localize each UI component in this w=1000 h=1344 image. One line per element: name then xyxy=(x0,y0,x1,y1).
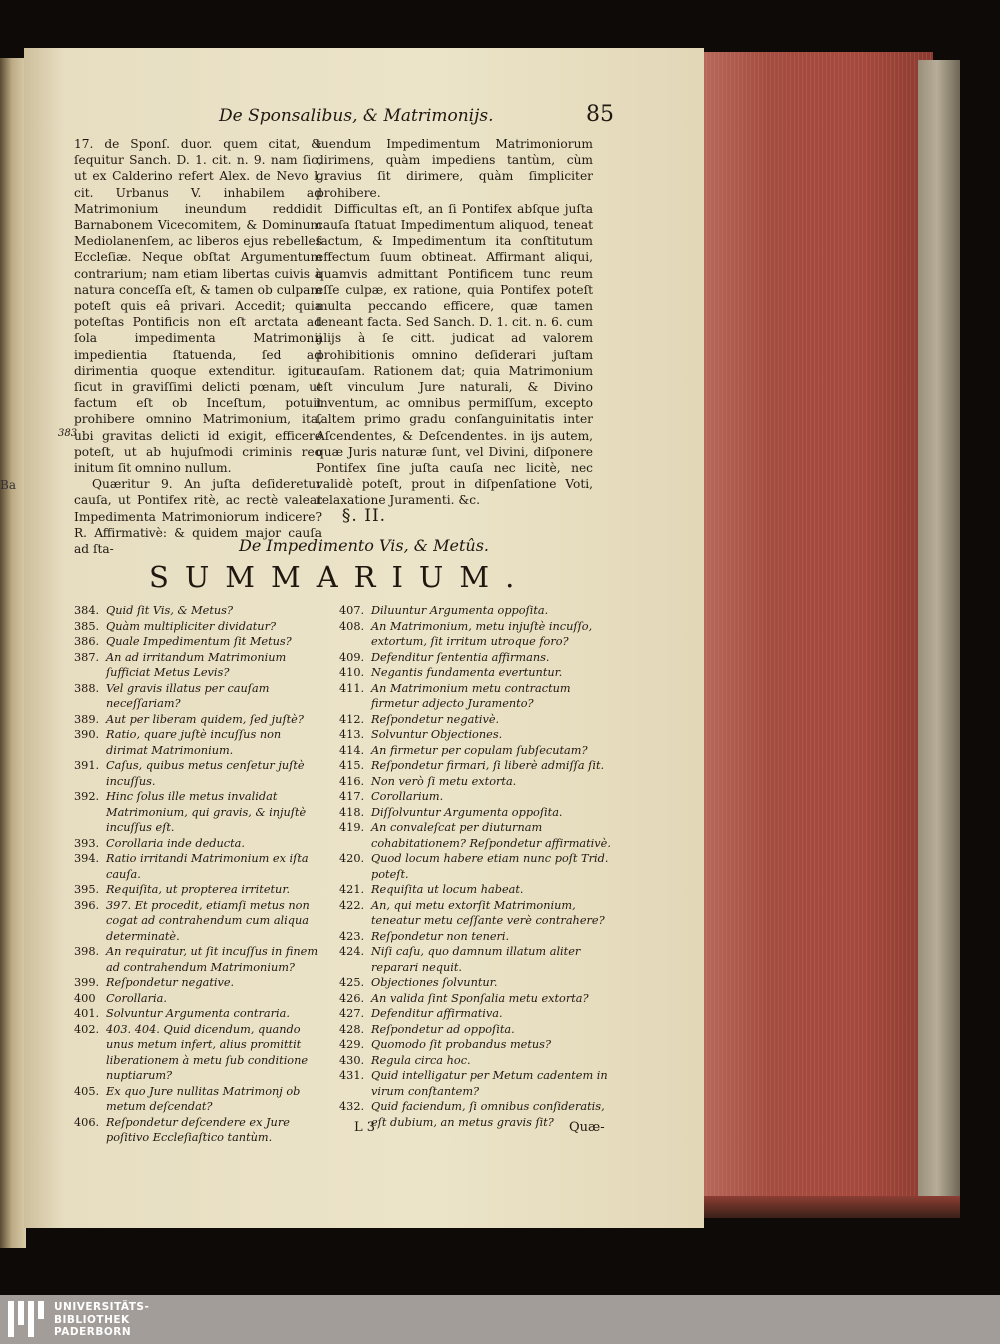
summary-item-text: 403. 404. Quid dicendum, quando unus metum infert, alius promittit liberationem à metu ſub conditione nuptiarum? xyxy=(106,1022,309,1082)
summary-item xyxy=(339,944,621,975)
summary-item-text: Quid intelligatur per Metum cadentem in virum conſtantem? xyxy=(371,1069,608,1098)
summary-item-number: 406. xyxy=(74,1115,100,1129)
summary-item-text: Reſpondetur non teneri. xyxy=(371,929,510,943)
summary-item-text: Ratio, quare juſtè incuſſus non dirimat Matrimonium. xyxy=(106,728,282,757)
summary-item-number: 400 xyxy=(74,991,96,1005)
summary-item xyxy=(74,634,326,650)
summary-item-text: Non verò ſi metu extorta. xyxy=(371,774,517,788)
book-cover-edge xyxy=(918,60,960,1210)
summary-item-text: Requiſita, ut propterea irritetur. xyxy=(106,883,291,896)
summary-item xyxy=(339,743,621,759)
summary-item-text: Aut per liberam quidem, ſed juſtè? xyxy=(106,712,304,726)
summary-item xyxy=(74,727,326,758)
summary-item xyxy=(74,1006,326,1022)
left-page-edge xyxy=(0,58,26,1248)
summary-item-text: Ratio irritandi Matrimonium ex iſta cauſa. xyxy=(106,852,309,881)
summary-item-number: 430. xyxy=(339,1053,365,1067)
summary-item xyxy=(74,1115,326,1146)
summary-item-number: 408. xyxy=(339,619,365,633)
body-column-right xyxy=(316,136,593,509)
summary-item-number: 394. xyxy=(74,852,100,865)
summary-item xyxy=(339,805,621,821)
summary-item-text: Defenditur ſententia affirmans. xyxy=(371,650,550,664)
library-name-line3: PADERBORN xyxy=(54,1326,132,1338)
summary-item-text: Quid ſit Vis, & Metus? xyxy=(106,604,234,617)
summary-item xyxy=(339,774,621,790)
summary-item-number: 385. xyxy=(74,619,100,633)
summary-item-text: 397. Et procedit, etiamſi metus non cogat ad contrahendum cum aliqua determinatè. xyxy=(106,898,310,943)
summary-item xyxy=(74,1084,326,1115)
summary-item-number: 407. xyxy=(339,604,365,617)
summary-item-number: 398. xyxy=(74,945,100,958)
summary-item xyxy=(339,650,621,666)
summary-item xyxy=(74,758,326,789)
summary-item-number: 414. xyxy=(339,743,365,757)
summary-item xyxy=(339,727,621,743)
summary-item-text: Quale Impedimentum ſit Metus? xyxy=(106,635,292,648)
summary-item-text: Quàm multipliciter dividatur? xyxy=(106,619,277,633)
summary-item-number: 384. xyxy=(74,604,100,617)
summary-item-number: 422. xyxy=(339,898,365,912)
summary-item-text: Requiſita ut locum habeat. xyxy=(371,883,524,896)
summary-item-text: An convaleſcat per diuturnam cohabitationem? Reſpondetur affirmativè. xyxy=(371,821,611,850)
summary-item-number: 415. xyxy=(339,759,365,772)
summary-item xyxy=(74,1022,326,1084)
left-page-fragment: Ba xyxy=(0,478,16,492)
summary-item-text: Diſſolvuntur Argumenta oppoſita. xyxy=(371,805,563,819)
summary-item xyxy=(339,1037,621,1053)
summary-item xyxy=(74,851,326,882)
summary-item-text: Reſpondetur negative. xyxy=(106,976,235,989)
summary-item-text: An requiratur, ut ſit incuſſus in finem ad contrahendum Matrimonium? xyxy=(106,945,319,974)
summary-item xyxy=(74,991,326,1007)
summary-item-text: Ex quo Jure nullitas Matrimonj ob metum deſcendat? xyxy=(106,1084,301,1113)
summary-item-text: Corollarium. xyxy=(371,790,444,803)
summary-item-text: Niſi caſu, quo damnum illatum aliter reparari nequit. xyxy=(371,945,581,974)
summary-item-number: 428. xyxy=(339,1022,365,1036)
summary-item-text: An firmetur per copulam ſubſecutam? xyxy=(371,743,588,757)
summary-item xyxy=(74,975,326,991)
summarium-heading: SUMMARIUM. xyxy=(149,560,531,594)
summary-item xyxy=(339,1068,621,1099)
summary-item-number: 417. xyxy=(339,790,365,803)
summary-item xyxy=(74,898,326,945)
summary-item-text: Regula circa hoc. xyxy=(371,1053,471,1067)
summary-item xyxy=(74,836,326,852)
red-fore-edge xyxy=(698,52,933,1210)
summary-item-number: 395. xyxy=(74,883,100,896)
summary-item-number: 388. xyxy=(74,681,100,695)
summary-item-number: 416. xyxy=(339,774,365,788)
summary-item xyxy=(339,603,621,619)
summary-item xyxy=(74,712,326,728)
summary-item-number: 409. xyxy=(339,650,365,664)
summary-item-number: 429. xyxy=(339,1038,365,1051)
summary-item-number: 392. xyxy=(74,790,100,803)
summary-item xyxy=(339,851,621,882)
summary-item xyxy=(74,944,326,975)
summary-item-text: Diluuntur Argumenta oppoſita. xyxy=(371,604,549,617)
summary-item xyxy=(339,882,621,898)
summary-item-number: 425. xyxy=(339,976,365,989)
book-page xyxy=(24,48,704,1228)
summary-item xyxy=(339,1006,621,1022)
summary-item-text: Reſpondetur firmari, ſi liberè admiſſa ſit. xyxy=(371,759,605,772)
summary-item-number: 423. xyxy=(339,929,365,943)
summary-item-number: 386. xyxy=(74,635,100,648)
summary-item-number: 405. xyxy=(74,1084,100,1098)
summary-item-text: Quid faciendum, ſi omnibus conſideratis, eſt dubium, an metus gravis ſit? xyxy=(371,1100,605,1129)
section-mark: §. II. xyxy=(341,506,387,526)
summary-item xyxy=(74,789,326,836)
summary-item xyxy=(74,681,326,712)
library-logo-icon xyxy=(6,1299,46,1339)
summary-item-text: Solvuntur Objectiones. xyxy=(371,728,503,741)
summary-item-text: Quod locum habere etiam nunc poſt Trid. poteſt. xyxy=(371,852,609,881)
summary-item-number: 399. xyxy=(74,976,100,989)
summary-item-number: 393. xyxy=(74,836,100,850)
summary-item-number: 413. xyxy=(339,728,365,741)
summary-item xyxy=(339,758,621,774)
summary-item xyxy=(339,820,621,851)
summary-item-number: 412. xyxy=(339,712,365,726)
summary-item-number: 424. xyxy=(339,945,365,958)
signature-mark: L 3 xyxy=(354,1120,376,1135)
summary-item xyxy=(339,712,621,728)
summary-item-number: 401. xyxy=(74,1007,100,1020)
summary-item-text: Vel gravis illatus per cauſam neceſſariam? xyxy=(106,681,270,710)
summary-item-number: 431. xyxy=(339,1069,365,1082)
summary-item-text: An Matrimonium metu contractum firmetur adjecto Juramento? xyxy=(371,681,571,710)
summary-item-text: Objectiones ſolvuntur. xyxy=(371,976,498,989)
summary-item-text: Reſpondetur negativè. xyxy=(371,712,500,726)
summary-item-number: 410. xyxy=(339,666,365,679)
summary-item-number: 390. xyxy=(74,728,100,741)
summary-item-number: 411. xyxy=(339,681,365,695)
body-column-left xyxy=(74,136,322,557)
summary-item-number: 396. xyxy=(74,898,100,912)
summary-item-text: An Matrimonium, metu injuſtè incuſſo, extortum, ſit irritum utroque foro? xyxy=(371,619,593,648)
summary-item-text: Reſpondetur deſcendere ex Jure poſitivo Eccleſiaſtico tantùm. xyxy=(106,1115,290,1144)
summary-item-number: 432. xyxy=(339,1100,365,1113)
summary-item xyxy=(74,619,326,635)
section-title: De Impedimento Vis, & Metûs. xyxy=(238,536,490,555)
page-number: 85 xyxy=(586,102,614,127)
summary-item-text: Corollaria inde deducta. xyxy=(106,836,245,850)
summary-item xyxy=(339,665,621,681)
summary-item-text: Caſus, quibus metus cenſetur juſtè incuſſus. xyxy=(106,759,305,788)
summary-item xyxy=(74,650,326,681)
summary-item-text: An, qui metu extorſit Matrimonium, teneatur metu ceſſante verè contrahere? xyxy=(371,898,605,927)
summary-item-number: 387. xyxy=(74,650,100,664)
summary-item xyxy=(339,1053,621,1069)
summary-item-text: Corollaria. xyxy=(106,991,167,1005)
paragraph: Difficultas eſt, an ſi Pontifex abſque juſta cauſa ſtatuat Impedimentum aliquod, teneat factum, & Impedimentum ita conſtitutum effectum ſuum obtineat. Affirmant aliqui, quamvis admittant Pontificem tunc reum eſſe culpæ, ex ratione, quia Pontifex poteſt multa peccando efficere, quæ tamen teneant facta. Sed Sanch. D. 1. cit. n. 6. cum alijs à ſe citt. judicat ad valorem prohibitionis omnino deſiderari juſtam cauſam. Rationem dat; quia Matrimonium eſt vinculum Jure naturali, & Divino inventum, ac omnibus permiſſum, excepto ſaltem primo gradu conſanguinitatis inter Aſcendentes, & Deſcendentes. in ijs autem, quæ Juris naturæ ſunt, vel Divini, diſponere Pontifex ſine juſta cauſa nec licitè, nec validè poteſt, prout in diſpenſatione Voti, relaxatione Juramenti. &c. xyxy=(316,201,593,508)
summary-item-number: 389. xyxy=(74,712,100,726)
summary-item xyxy=(339,991,621,1007)
summary-item-text: Defenditur affirmativa. xyxy=(371,1007,503,1020)
summary-item-number: 418. xyxy=(339,805,365,819)
summary-item xyxy=(339,1022,621,1038)
paragraph: 17. de Sponſ. duor. quem citat, & ſequitur Sanch. D. 1. cit. n. 9. nam ſic, ut ex Calderino refert Alex. de Nevo l. cit. Urbanus V. inhabilem ad Matrimonium ineundum reddidit Barnabonem Vicecomitem, & Dominum Mediolanenſem, ac liberos ejus rebelles Eccleſiæ. Neque obſtat Argumentum contrarium; nam etiam libertas cuivis à natura conceſſa eſt, & tamen ob culpam poteſt quis eâ privari. Accedit; quia poteſtas Pontificis non eſt arctata ad ſola impedimenta Matrimonij impedientia ſtatuenda, ſed ad dirimentia quoque extenditur. igitur ſicut in graviſſimi delicti pœnam, ut factum eſt ob Inceſtum, potuit prohibere omnino Matrimonium, ita, ubi gravitas delicti id exigit, efficere poteſt, ut ab hujuſmodi criminis reo initum ſit omnino nullum. xyxy=(74,137,322,476)
summary-item xyxy=(74,603,326,619)
summary-list-left xyxy=(74,603,326,1146)
library-name-line1: UNIVERSITÄTS- xyxy=(54,1301,150,1313)
summary-item-text: An ad irritandum Matrimonium ſufficiat Metus Levis? xyxy=(106,650,287,679)
summary-item xyxy=(339,975,621,991)
summary-item-text: An valida ſint Sponſalia metu extorta? xyxy=(371,991,589,1005)
running-head-title: De Sponsalibus, & Matrimonijs. xyxy=(219,106,494,126)
summary-item xyxy=(74,882,326,898)
summary-item xyxy=(339,789,621,805)
summary-item-text: Solvuntur Argumenta contraria. xyxy=(106,1007,290,1020)
library-name xyxy=(54,1301,149,1339)
page-block-bottom xyxy=(700,1196,960,1218)
summary-item-text: Negantis fundamenta evertuntur. xyxy=(371,666,563,679)
summary-item-number: 426. xyxy=(339,991,365,1005)
library-footer xyxy=(0,1295,1000,1344)
summary-item-number: 420. xyxy=(339,852,365,865)
library-name-line2: BIBLIOTHEK xyxy=(54,1313,130,1326)
catchword: Quæ- xyxy=(569,1120,605,1135)
summary-item xyxy=(339,681,621,712)
summary-item xyxy=(339,898,621,929)
summary-item-number: 427. xyxy=(339,1007,365,1020)
summary-item-text: Quomodo ſit probandus metus? xyxy=(371,1038,552,1051)
summary-item-text: Reſpondetur ad oppoſita. xyxy=(371,1022,515,1036)
paragraph: Quæritur 9. An juſta deſideretur cauſa, ut Pontifex ritè, ac rectè valeat Impedimenta Matrimoniorum indicere? R. Affirmativè: & quidem major cauſa ad ſta- xyxy=(74,477,322,557)
summary-item-text: Hinc ſolus ille metus invalidat Matrimonium, qui gravis, & injuſtè incuſſus eſt. xyxy=(106,790,307,834)
summary-list-right xyxy=(339,603,621,1130)
summary-item xyxy=(339,929,621,945)
summary-item-number: 402. xyxy=(74,1022,100,1036)
summary-item xyxy=(339,619,621,650)
summary-item-number: 421. xyxy=(339,883,365,896)
paragraph: tuendum Impedimentum Matrimoniorum dirimens, quàm impediens tantùm, cùm gravius ſit dirimere, quàm ſimpliciter prohibere. xyxy=(316,137,593,200)
summary-item-number: 419. xyxy=(339,821,365,834)
summary-item-number: 391. xyxy=(74,759,100,772)
margin-number: 383 xyxy=(58,428,78,439)
